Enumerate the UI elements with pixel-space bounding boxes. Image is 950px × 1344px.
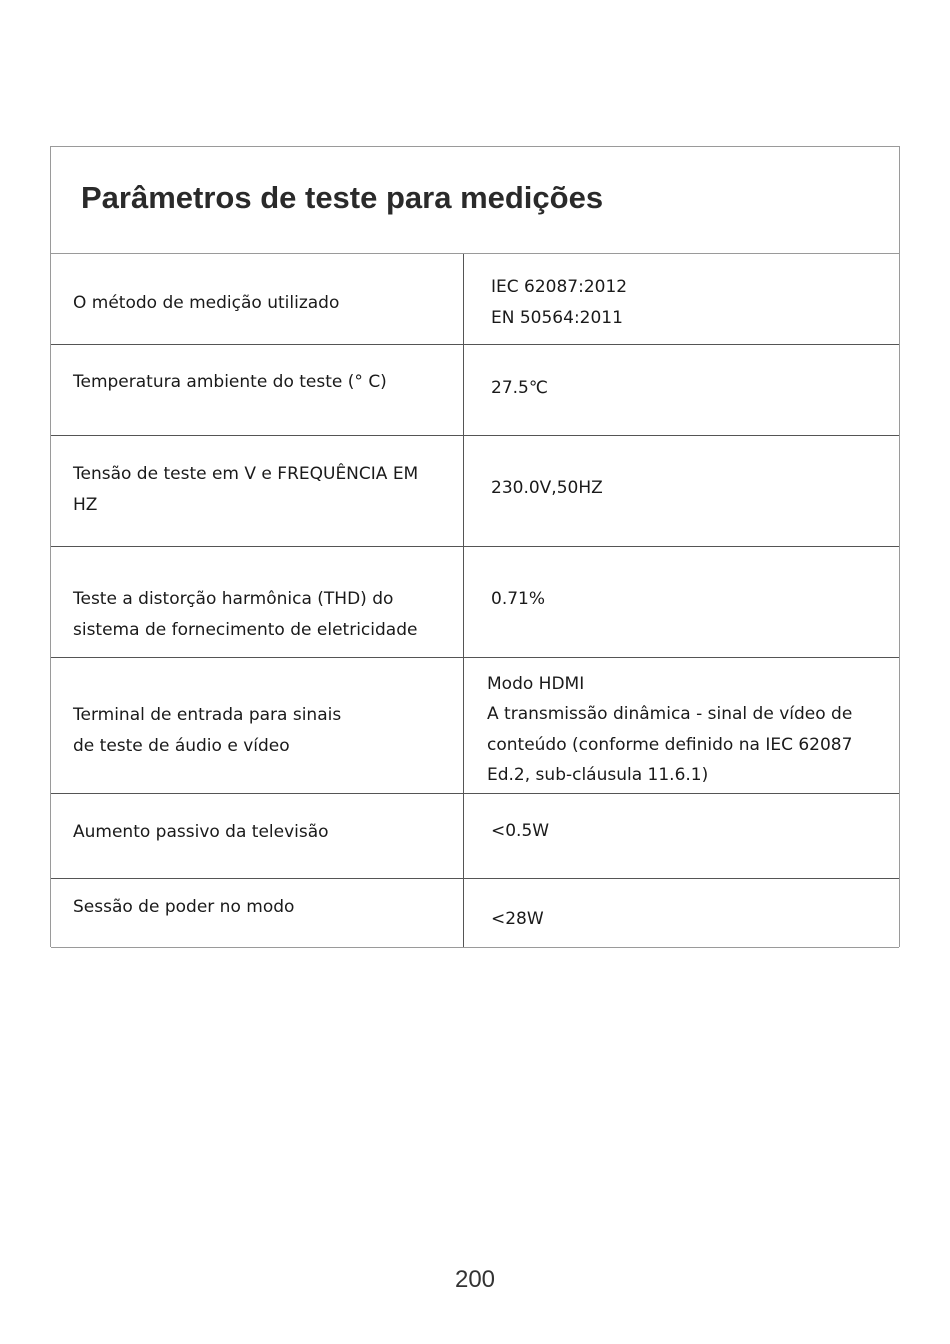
label-cell bbox=[51, 658, 464, 793]
label-text: Tensão de teste em V e FREQUÊNCIA EM bbox=[73, 464, 419, 484]
label-text: Aumento passivo da televisão bbox=[73, 822, 329, 842]
value-cell bbox=[464, 254, 899, 344]
table-row-measurement-method bbox=[51, 254, 899, 345]
label-text: Sessão de poder no modo bbox=[73, 897, 295, 917]
label-cell bbox=[51, 547, 464, 657]
value-cell bbox=[464, 547, 899, 657]
value-cell bbox=[464, 345, 899, 435]
value-text: <28W bbox=[491, 909, 544, 929]
label-cell bbox=[51, 436, 464, 546]
value-text: conteúdo (conforme definido na IEC 62087 bbox=[487, 735, 853, 755]
label-text: O método de medição utilizado bbox=[73, 293, 340, 313]
value-text: IEC 62087:2012 bbox=[491, 277, 628, 297]
value-text: <0.5W bbox=[491, 821, 550, 841]
value-text: 27.5℃ bbox=[491, 378, 548, 398]
label-text: Temperatura ambiente do teste (° C) bbox=[73, 372, 387, 392]
value-cell bbox=[464, 658, 899, 793]
table-row-passive-power bbox=[51, 794, 899, 879]
label-text: Teste a distorção harmônica (THD) do bbox=[73, 589, 394, 609]
label-cell bbox=[51, 794, 464, 878]
table-row-input-terminal bbox=[51, 658, 899, 794]
table-title-cell bbox=[51, 147, 899, 254]
label-cell bbox=[51, 879, 464, 947]
value-text: EN 50564:2011 bbox=[491, 308, 623, 328]
label-text: de teste de áudio e vídeo bbox=[73, 736, 290, 756]
table-row-harmonic-distortion bbox=[51, 547, 899, 658]
value-cell bbox=[464, 879, 899, 947]
value-text: Ed.2, sub-cláusula 11.6.1) bbox=[487, 765, 709, 785]
page-title: Parâmetros de teste para medições bbox=[81, 180, 604, 215]
label-cell bbox=[51, 345, 464, 435]
table-row-test-voltage bbox=[51, 436, 899, 547]
value-text: 230.0V,50HZ bbox=[491, 478, 603, 498]
value-cell bbox=[464, 436, 899, 546]
value-text: 0.71% bbox=[491, 589, 546, 609]
label-text: sistema de fornecimento de eletricidade bbox=[73, 620, 418, 640]
value-cell bbox=[464, 794, 899, 878]
label-text: HZ bbox=[73, 495, 98, 515]
label-text: Terminal de entrada para sinais bbox=[73, 705, 342, 725]
table-row-ambient-temperature bbox=[51, 345, 899, 436]
parameters-table bbox=[50, 146, 900, 947]
value-text: Modo HDMI bbox=[487, 674, 585, 694]
table-row-on-mode-power bbox=[51, 879, 899, 948]
page-number: 200 bbox=[454, 1266, 496, 1293]
value-text: A transmissão dinâmica - sinal de vídeo de bbox=[487, 704, 853, 724]
label-cell bbox=[51, 254, 464, 344]
